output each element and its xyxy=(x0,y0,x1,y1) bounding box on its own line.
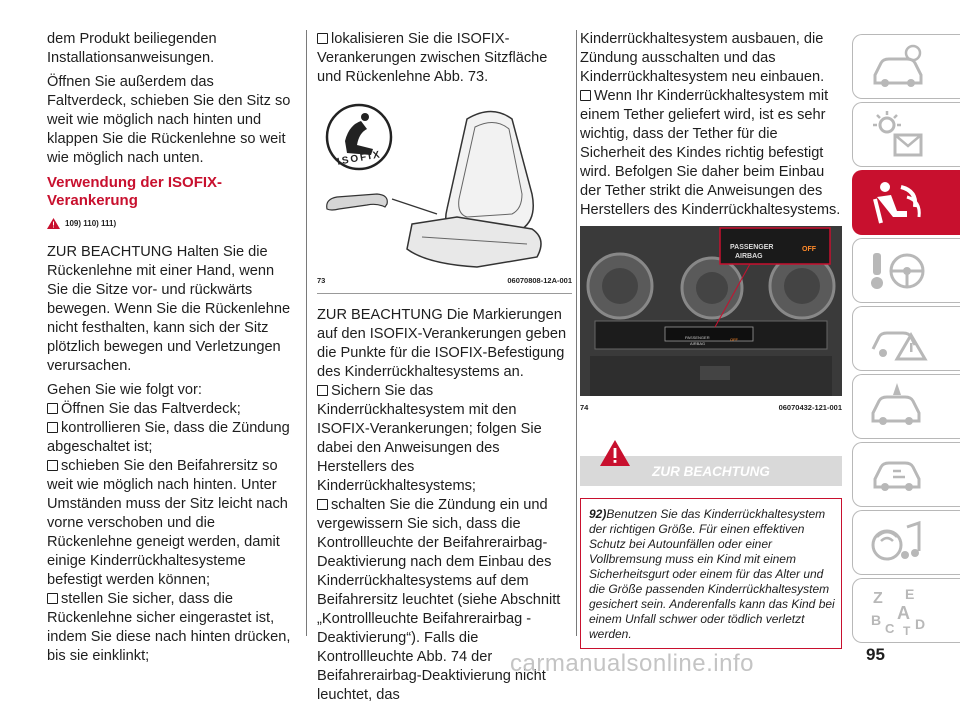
page-number: 95 xyxy=(866,645,885,664)
callout-off: OFF xyxy=(802,246,816,253)
list-item: schalten Sie die Zündung ein und vergewissern Sie sich, dass die Kontrollleuchte der Beifahrerairbag-Deaktivierung nach dem Einbau des Kinderrückhaltesystems auf dem Beifahrersitz leuchtet (siehe Abschnitt „Kontrollleuchte Beifahrerairbag - Deaktivierung“). Falls die Kontrollleuchte Abb. 74 der Beifahrerairbag-Deaktivierung nicht leuchtet, das xyxy=(317,497,561,703)
column-divider xyxy=(576,30,577,636)
panel-airbag: AIRBAG xyxy=(690,341,706,346)
chapter-tabs xyxy=(852,34,960,646)
index-letter-z: Z xyxy=(873,590,883,607)
car-info-icon xyxy=(867,41,927,93)
index-letter-d: D xyxy=(915,616,926,632)
panel-passenger: PASSENGER xyxy=(685,335,710,340)
list-item: stellen Sie sicher, dass die Rückenlehne sicher eingerastet ist, indem Sie diese nach hinten drücken, bis sie einklinkt; xyxy=(47,591,291,664)
checkbox-bullet-icon xyxy=(317,33,328,44)
list-item: Wenn Ihr Kinderrückhaltesystem mit einem Tether geliefert wird, ist es sehr wichtig, dass der Tether für die Sicherheit des Kindes richtig befestigt wird. Befolgen Sie daher beim Einbau der Tether strikt die Anweisungen des Herstellers des Kinderrückhaltesystems. xyxy=(580,88,841,218)
tab-index[interactable] xyxy=(852,578,960,643)
paragraph: Gehen Sie wie folgt vor: xyxy=(47,382,202,398)
tab-starting-driving[interactable] xyxy=(852,238,960,303)
checkbox-bullet-icon xyxy=(47,422,58,433)
callout-passenger: PASSENGER xyxy=(730,244,774,251)
checkbox-bullet-icon xyxy=(317,499,328,510)
isofix-seat-illustration xyxy=(317,99,572,269)
warning-header xyxy=(580,456,842,486)
index-letter-t: T xyxy=(903,624,911,638)
section-heading: Verwendung der ISOFIX-Verankerung xyxy=(47,174,223,209)
figure-74 xyxy=(580,226,842,420)
figure-code: 06070432-121-001 xyxy=(778,403,842,412)
multimedia-icon xyxy=(867,517,927,569)
checkbox-bullet-icon xyxy=(47,593,58,604)
warning-number: 92) xyxy=(589,507,607,521)
checkbox-bullet-icon xyxy=(47,403,58,414)
figure-73 xyxy=(317,99,572,294)
checkbox-bullet-icon xyxy=(47,460,58,471)
list-item: lokalisieren Sie die ISOFIX-Verankerungen zwischen Sitzfläche und Rückenlehne Abb. 73. xyxy=(317,31,548,85)
watermark: carmanualsonline.info xyxy=(510,650,754,677)
checkbox-bullet-icon xyxy=(580,90,591,101)
tab-safety[interactable] xyxy=(852,170,960,235)
figure-caption xyxy=(317,269,572,293)
isofix-label: ISOFIX xyxy=(336,149,383,168)
index-letter-c: C xyxy=(885,621,895,636)
figure-caption xyxy=(580,396,842,420)
index-letter-e: E xyxy=(905,586,915,602)
column-3 xyxy=(580,30,842,649)
warning-lights-icon xyxy=(867,109,927,161)
paragraph: Kinderrückhaltesystem ausbauen, die Zündung ausschalten und das Kinderrückhaltesystem neu einbauen. xyxy=(580,31,825,85)
tab-maintenance[interactable] xyxy=(852,374,960,439)
list-item: Sichern Sie das Kinderrückhaltesystem mit den ISOFIX-Verankerungen; folgen Sie dabei den Anweisungen des Herstellers des Kinderrückhaltesystems; xyxy=(317,383,542,494)
warning-references xyxy=(47,214,295,233)
tab-warning-lights[interactable] xyxy=(852,102,960,167)
warning-title: ZUR BEACHTUNG xyxy=(652,463,770,479)
emergency-icon xyxy=(867,313,927,365)
warning-text: Benutzen Sie das Kinderrückhaltesystem der richtigen Größe. Für einen effektiven Schutz bei Autounfällen oder einer Vollbremsung muss ein Kind mit einem Sicherheitsgurt oder einem für das Alter und die Größe passenden Kinderrückhaltesystem gesichert sein. Anderenfalls kann das Kind bei einem Unfall schwer oder tödlich verletzt werden. xyxy=(589,507,835,641)
figure-number: 74 xyxy=(580,403,589,412)
index-icon xyxy=(867,585,927,637)
warning-box xyxy=(580,456,842,649)
column-1 xyxy=(47,30,295,666)
paragraph: dem Produkt beiliegenden Installationsanweisungen. xyxy=(47,31,217,66)
warning-body xyxy=(580,498,842,649)
index-letter-a: A xyxy=(897,603,910,623)
list-item: schieben Sie den Beifahrersitz so weit wie möglich nach hinten. Unter Umständen muss der Sitz leicht nach vorne verschoben und die Rückenlehne geneigt werden, damit einige Kinderrückhaltesysteme befestigt werden können; xyxy=(47,458,288,588)
starting-driving-icon xyxy=(867,245,927,297)
technical-data-icon xyxy=(867,449,927,501)
warning-reference-numbers: 109) 110) 111) xyxy=(65,219,117,228)
tab-multimedia[interactable] xyxy=(852,510,960,575)
maintenance-icon xyxy=(867,381,927,433)
list-item: Öffnen Sie das Faltverdeck; xyxy=(47,400,295,419)
callout-airbag: AIRBAG xyxy=(735,253,763,260)
paragraph: Öffnen Sie außerdem das Faltverdeck, schieben Sie den Sitz so weit wie möglich nach hinten und klappen Sie die Rückenlehne so weit wie möglich nach unten. xyxy=(47,74,291,166)
index-letter-b: B xyxy=(871,612,882,628)
paragraph: ZUR BEACHTUNG Halten Sie die Rückenlehne mit einer Hand, wenn Sie die Sitze vor- und rückwärts bewegen. Wenn Sie die Rückenlehne nicht festhalten, kann sich der Sitz plötzlich bewegen und Verletzungen verursachen. xyxy=(47,244,291,374)
tab-car-info[interactable] xyxy=(852,34,960,99)
tab-emergency[interactable] xyxy=(852,306,960,371)
seat-drawing xyxy=(317,99,572,269)
tab-technical-data[interactable] xyxy=(852,442,960,507)
column-divider xyxy=(306,30,307,636)
safety-icon xyxy=(867,177,927,229)
panel-off: OFF xyxy=(730,337,738,342)
figure-number: 73 xyxy=(317,276,326,285)
paragraph: ZUR BEACHTUNG Die Markierungen auf den ISOFIX-Verankerungen geben die Punkte für die ISOFIX-Befestigung des Kinderrückhaltesystems an. xyxy=(317,307,567,380)
dashboard-photo xyxy=(580,226,842,396)
column-2 xyxy=(317,30,572,705)
warning-triangle-icon xyxy=(47,218,60,229)
figure-code: 06070808-12A-001 xyxy=(507,276,572,285)
checkbox-bullet-icon xyxy=(317,385,328,396)
warning-triangle-icon xyxy=(600,440,630,466)
list-item: kontrollieren Sie, dass die Zündung abgeschaltet ist; xyxy=(47,420,290,455)
